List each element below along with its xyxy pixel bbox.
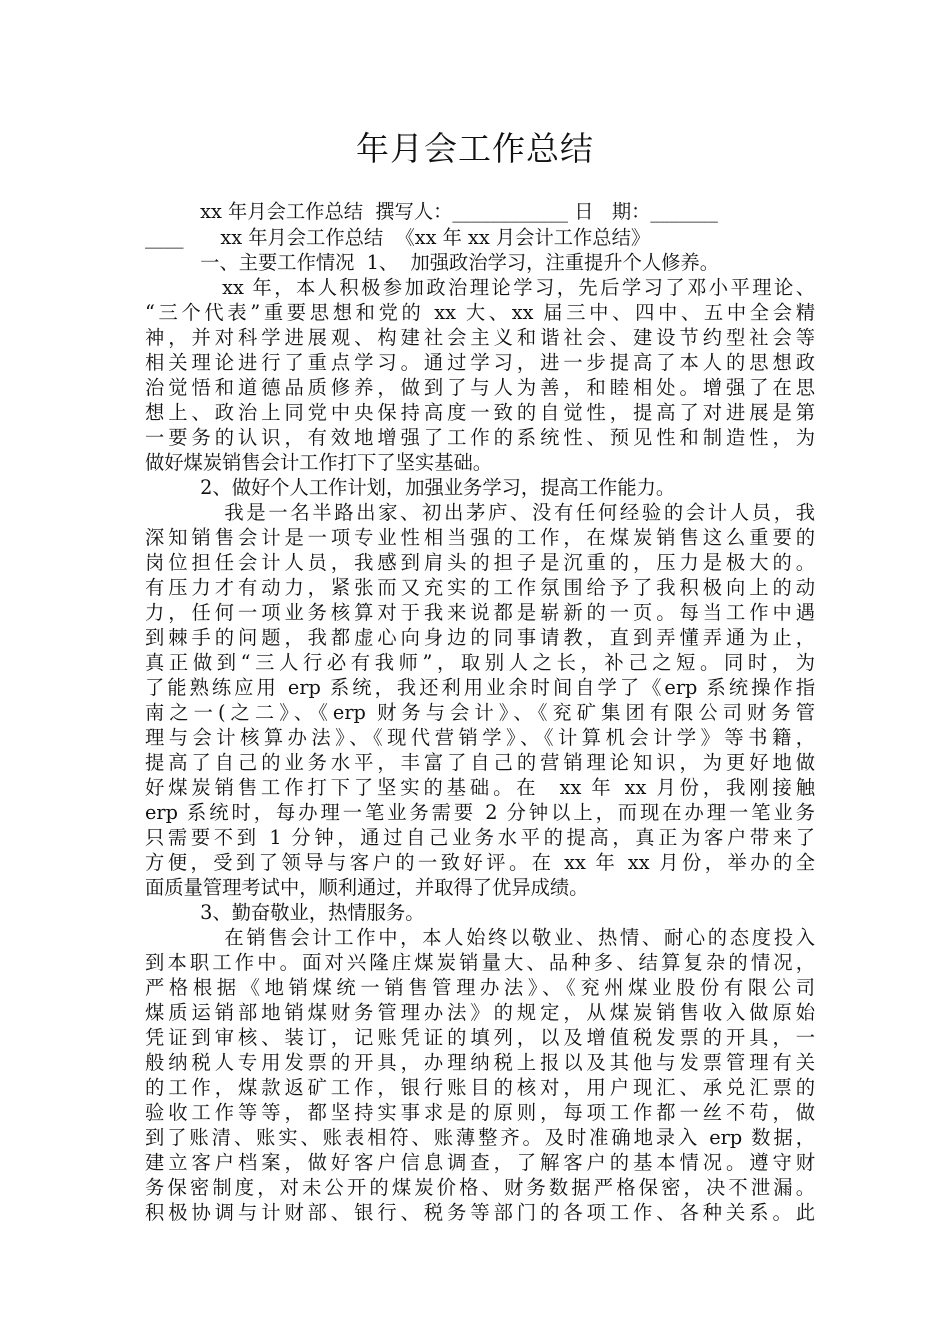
text-line: 只需要不到 1 分钟，通过自己业务水平的提高，真正为客户带来了 — [145, 826, 815, 849]
text-line: 治觉悟和道德品质修养，做到了与人为善，和睦相处。增强了在思 — [145, 376, 815, 399]
text-line: 真正做到“三人行必有我师”，取别人之长，补己之短。同时，为 — [145, 651, 815, 674]
text-line: 想上、政治上同党中央保持高度一致的自觉性，提高了对进展是第 — [145, 401, 815, 424]
text-line: 了能熟练应用 erp 系统，我还利用业余时间自学了《erp 系统操作指 — [145, 676, 815, 699]
text-line: 有压力才有动力，紧张而又充实的工作氛围给予了我积极向上的动 — [145, 576, 815, 599]
text-line: 积极协调与计财部、银行、税务等部门的各项工作、各种关系。此 — [145, 1201, 815, 1224]
text-line: 面质量管理考试中，顺利通过，并取得了优异成绩。 — [145, 876, 589, 899]
text-line: 到了账清、账实、账表相符、账薄整齐。及时准确地录入 erp 数据， — [145, 1126, 815, 1149]
text-line: 一、主要工作情况 1、 加强政治学习，注重提升个人修养。 — [145, 251, 719, 274]
text-line: 相关理论进行了重点学习。通过学习，进一步提高了本人的思想政 — [145, 351, 815, 374]
text-line: 务保密制度，对未公开的煤炭价格、财务数据严格保密，决不泄漏。 — [145, 1176, 815, 1199]
document-body — [145, 198, 815, 1225]
text-line: 到棘手的问题，我都虚心向身边的同事请教，直到弄懂弄通为止， — [145, 626, 815, 649]
text-line: 般纳税人专用发票的开具，办理纳税上报以及其他与发票管理有关 — [145, 1051, 815, 1074]
text-line: 力，任何一项业务核算对于我来说都是崭新的一页。每当工作中遇 — [145, 601, 815, 624]
text-line: 煤质运销部地销煤财务管理办法》的规定，从煤炭销售收入做原始 — [145, 1001, 815, 1024]
document-title: 年月会工作总结 — [356, 129, 594, 168]
text-line: 3、勤奋敬业，热情服务。 — [145, 901, 425, 924]
text-line: 岗位担任会计人员，我感到肩头的担子是沉重的，压力是极大的。 — [145, 551, 815, 574]
text-line: 南之一(之二》、《erp 财务与会计》、《兖矿集团有限公司财务管 — [145, 701, 815, 724]
text-line: 好煤炭销售工作打下了坚实的基础。在 xx 年 xx 月份，我刚接触 — [145, 776, 815, 799]
text-line: 做好煤炭销售会计工作打下了坚实基础。 — [145, 451, 493, 474]
text-line: 提高了自己的业务水平，丰富了自己的营销理论知识，为更好地做 — [145, 751, 815, 774]
text-line: 凭证到审核、装订，记账凭证的填列，以及增值税发票的开具，一 — [145, 1026, 815, 1049]
text-line: 建立客户档案，做好客户信息调查，了解客户的基本情况。遵守财 — [145, 1151, 815, 1174]
text-line: 的工作，煤款返矿工作，银行账目的核对，用户现汇、承兑汇票的 — [145, 1076, 815, 1099]
text-line: “三个代表”重要思想和党的 xx 大、xx 届三中、四中、五中全会精 — [145, 301, 815, 324]
text-line: xx 年，本人积极参加政治理论学习，先后学习了邓小平理论、 — [145, 276, 815, 299]
text-line: 2、做好个人工作计划，加强业务学习，提高工作能力。 — [145, 476, 676, 499]
text-line: ____ xx 年月会工作总结 《xx 年 xx 月会计工作总结》 — [145, 226, 651, 249]
text-line: 严格根据《地销煤统一销售管理办法》、《兖州煤业股份有限公司 — [145, 976, 815, 999]
text-line: 到本职工作中。面对兴隆庄煤炭销量大、品种多、结算复杂的情况， — [145, 951, 815, 974]
text-line: 方便，受到了领导与客户的一致好评。在 xx 年 xx 月份，举办的全 — [145, 851, 815, 874]
text-line: erp 系统时，每办理一笔业务需要 2 分钟以上，而现在办理一笔业务 — [145, 801, 815, 824]
text-line: 我是一名半路出家、初出茅庐、没有任何经验的会计人员，我 — [145, 501, 815, 524]
text-line: 在销售会计工作中，本人始终以敬业、热情、耐心的态度投入 — [145, 926, 815, 949]
text-line: 一要务的认识，有效地增强了工作的系统性、预见性和制造性，为 — [145, 426, 815, 449]
text-line: xx 年月会工作总结 撰写人：____________ 日 期：_______ — [145, 200, 718, 223]
text-line: 深知销售会计是一项专业性相当强的工作，在煤炭销售这么重要的 — [145, 526, 815, 549]
text-line: 理与会计核算办法》、《现代营销学》、《计算机会计学》等书籍， — [145, 726, 815, 749]
text-line: 神，并对科学进展观、构建社会主义和谐社会、建设节约型社会等 — [145, 326, 815, 349]
text-line: 验收工作等等，都坚持实事求是的原则，每项工作都一丝不苟，做 — [145, 1101, 815, 1124]
